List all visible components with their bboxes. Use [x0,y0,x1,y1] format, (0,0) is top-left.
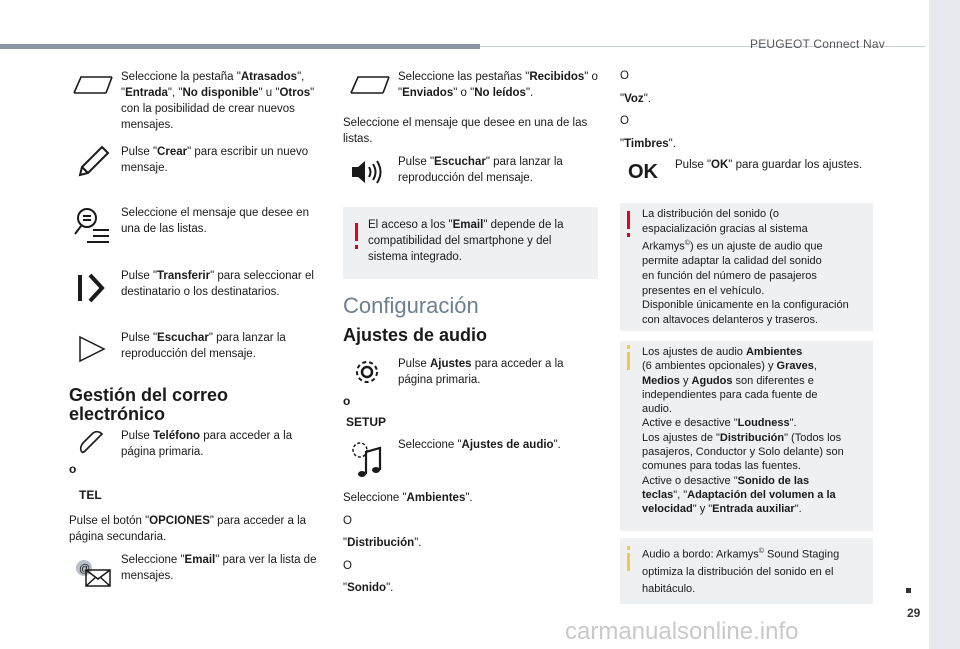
text-or-1: O [343,515,352,527]
info-icon [627,345,630,349]
pencil-icon [76,145,110,179]
text-create: Pulse "Crear" para escribir un nuevo mensaje. [121,146,309,174]
warning-icon-2 [627,211,630,229]
warning-icon [355,223,358,241]
audio-settings-icon [350,440,384,478]
info-box-ambientes [620,341,873,531]
text-timbres: "Timbres". [620,138,676,150]
setup-button-label: SETUP [346,415,387,429]
text-sonido: "Sonido". [343,582,394,594]
mailbox-tabs-icon-2 [350,76,390,94]
text-audio-settings: Seleccione "Ajustes de audio". [398,439,561,451]
section-title-configuracion: Configuración [343,293,479,318]
info-icon-bar [627,352,630,370]
text-listen: Pulse "Escuchar" para lanzar la reproducción del mensaje. [121,332,286,360]
info-text-ambientes: Los ajustes de audio Ambientes (6 ambientes opcionales) y Graves, Medios y Agudos son diferentes e independientes para cada fuente de audio. Active e desactive "Loudness". Los ajustes de "Distribución" (Todos los pasajeros, Conductor y Solo delante) son comunes para todas las fuentes. Active o desactive "Sonido de las teclas", "Adaptación del volumen a la velocidad" y "Entrada auxiliar". [642,346,844,516]
text-tabs-received: Seleccione las pestañas "Recibidos" o "Enviados" o "No leídos". [398,71,598,99]
warning-box-email [343,207,598,279]
text-select-message-2: Seleccione el mensaje que desee en una de las listas. [343,117,588,145]
warning-text-email: El acceso a los "Email" depende de la compatibilidad del smartphone y del sistema integrado. [368,219,564,263]
page-number: 29 [907,606,921,620]
message-list-icon [73,206,111,246]
text-ambientes: Seleccione "Ambientes". [343,492,473,504]
text-transfer: Pulse "Transferir" para seleccionar el destinatario o los destinatarios. [121,270,314,298]
section-heading-email: Gestión del correo electrónico [69,385,229,424]
text-voz: "Voz". [620,93,651,105]
top-rule [0,44,480,49]
watermark: carmanualsonline.info [565,618,799,645]
svg-text:@: @ [79,563,91,575]
text-settings: Pulse Ajustes para acceder a la página primaria. [398,358,564,386]
end-marker [906,588,911,593]
info-text-arkamys: Audio a bordo: Arkamys© Sound Staging optimiza la distribución del sonido en el habitáculo. [642,548,840,595]
settings-gear-icon [353,358,381,386]
or-label-2: o [343,394,351,408]
text-tabs-incoming: Seleccione la pestaña "Atrasados", "Entrada", "No disponible" u "Otros" con la posibilidad de crear nuevos mensajes. [121,71,315,131]
warning-icon-dot [355,245,358,249]
play-icon [78,335,106,363]
text-options: Pulse el botón "OPCIONES" para acceder a la página secundaria. [69,515,307,543]
info-box-arkamys [620,538,873,604]
mailbox-tabs-icon [73,76,113,94]
info-icon-2-bar [627,553,630,571]
section-heading-audio: Ajustes de audio [343,325,488,345]
text-listen-2: Pulse "Escuchar" para lanzar la reproducción del mensaje. [398,156,563,184]
text-phone: Pulse Teléfono para acceder a la página primaria. [121,430,293,458]
ok-icon: OK [628,161,658,183]
warning-box-distribution [620,203,873,331]
or-label: o [69,462,77,476]
phone-icon [78,430,104,456]
text-or-4: O [620,115,629,127]
text-select-message: Seleccione el mensaje que desee en una de las listas. [121,207,309,235]
text-distribucion: "Distribución". [343,537,422,549]
forward-icon [78,273,108,303]
speaker-icon [350,158,384,186]
page-header: PEUGEOT Connect Nav [750,37,885,51]
tel-button-label: TEL [79,488,102,502]
warning-icon-2-dot [627,233,630,237]
page-sidebar [929,0,960,649]
text-ok-save: Pulse "OK" para guardar los ajustes. [675,159,863,171]
text-email-list: Seleccione "Email" para ver la lista de mensajes. [121,554,317,582]
text-or-2: O [343,560,352,572]
email-icon [74,558,112,588]
warning-text-distribution: La distribución del sonido (o espacialización gracias al sistema Arkamys©) es un ajuste de audio que permite adaptar la calidad del sonido en función del número de pasajeros presentes en el vehículo. Disponible únicamente en la configuración con altavoces delanteros y traseros. [642,208,849,327]
info-icon-2 [627,546,630,550]
text-or-3: O [620,70,629,82]
